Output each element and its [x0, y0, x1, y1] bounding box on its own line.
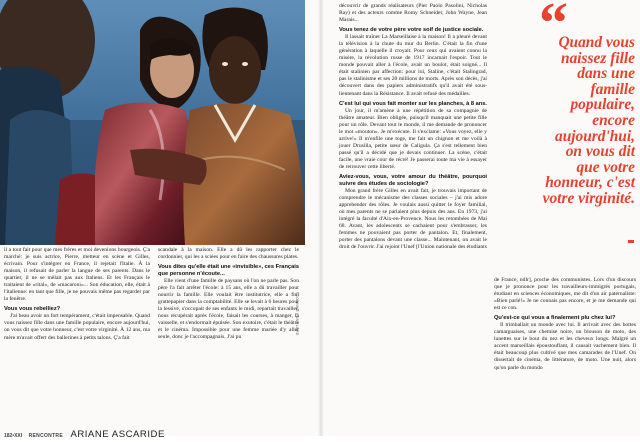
page-number-suffix: •XXI — [12, 433, 23, 439]
right-column-2 — [494, 277, 636, 372]
paragraph: de France, ndlr], proche des communistes. Lors d'un discours que je prononce pour les travailleurs-immigrés portugais, étudiant en sciences économiques, me dit d'un air paternaliste: «Bien parlé!» Je ne connais pas encore, et je me demande qui est ce con. — [494, 277, 636, 312]
quote-mark-icon: “ — [539, 0, 562, 55]
paragraph: scandale à la maison. Elle a dû les rapporter chez le cordonnier, qui les a sciées pour en faire des chaussures plates. — [158, 247, 299, 261]
left-column-2 — [158, 247, 299, 342]
paragraph: Il trimballait un monde avec lui. Il arrivait avec des bottes camarguaises, une chemise noire, un blouson de moto, des lunettes sur le bout du nez et les cheveux longs. Malgré un accent marseillais époustouflant, il causait vachement bien. Il était beaucoup plus cultivé que mes camarades de l'Unef. On dissertait de cinéma, de littérature, de moto. Une nuit, alors qu'on parle du mondo — [494, 322, 636, 371]
question-heading: Vous dites qu'elle était une «invisible», ces Français que personne n'écoute... — [158, 264, 299, 278]
page-footer — [4, 424, 165, 442]
paragraph: Un jour, il m'amène à une répétition de sa compagnie de théâtre amateur. Bien obligée, puisqu'il manquait une petite fille pour un rôle. Devant tout le monde, il me demande de prononcer le mot «mouton». Je m'exécute. Il s'exclame: «Vous voyez, elle y arrive!» Il m'enfile une toge, me fait un chignon et me voilà à jouer Drusilla, petite sœur de Caligula. Ça s'est tellement bien passé qu'il a décidé que je devais continuer. La scène, c'était facile, une vraie cour de récré! Je passerai toute ma vie à essayer de retrouver cette liberté. — [339, 107, 487, 170]
section-label: RENCONTRE — [28, 433, 63, 439]
page-gutter — [318, 0, 324, 436]
portrait-photo — [0, 0, 305, 245]
photo-credit: ©JOANNE LANGLERE — [295, 292, 299, 336]
paragraph: Mon grand frère Gilles en avait fait, je trouvais important de comprendre le mécanisme des classes sociales – j'ai mis adore apprehender des rôles. Je voulais aussi quitter le foyer familial, où mes parents ne se parlaient plus depuis des ans. En 1973, j'ai intégré la faculté d'Aix-en-Provence. Nous les retombées de Mai 68. Avant, les adolescents se cachaient pour s'embrasser, les femmes ne pouvaient pas porter de pantalon. Et, finalement, porter des pantalons devant une classe... Maintenant, on avait le droit de l'ouvrir. J'ai rejoint l'Unef [l'Union nationale des étudiants — [339, 187, 487, 251]
question-heading: Vous tenez de votre père votre soif de justice sociale. — [339, 27, 484, 34]
right-column-1 — [339, 3, 487, 251]
paragraph: J'ai beau avoir un fort tempérament, c'était impensable. Quand vous naissez fille dans une famille populaire, encore aujourd'hui, on vous dit que votre honneur, c'est votre virginité. À 12 ans, ma mère m'avait offert des ballerines à petits talons. Ç'a fait — [4, 313, 150, 341]
question-heading: Aviez-vous, vous, votre amour du théâtre, pourquoi suivre des études de sociologie? — [339, 173, 487, 187]
left-column-1 — [4, 247, 150, 342]
quote-end-mark — [628, 240, 634, 243]
paragraph: Il lassait traîner La Marseillaise à la maison! Il a pleuré devant la télévision à la chute du mur du Berlin. C'était la fin d'une génération à laquelle il croyait. Pour ceux qui avaient connu la misère, la révolution russe de 1917 incarnait l'espoir. Tout le monde pouvait aller à l'école, avait un boulot, était soigné... Il était stalinien par affection: pour lui, Staline, c'était Stalingrad, pas le stalinisme et ses 20 millions de morts. Après son décès, j'ai découvert dans des papiers administratifs qu'il avait été sous-lieutenant dans la Résistance. Il avait refusé des médailles. — [339, 34, 487, 97]
paragraph: découvrir de grands réalisateurs (Pier Paolo Pasolini, Nicholas Ray) et des acteurs comme Romy Schneider, John Wayne, Jean Marais... — [339, 3, 487, 24]
pull-quote — [539, 0, 637, 207]
paragraph: il a tout fait pour que mes frères et moi devenions bourgeois. Ç'a marché: je suis actrice, Pierre, metteur en scène et Gilles, écrivain. Pour s'intégrer en France, il rejetait l'Italie. À la maison, il refusait de parler la langue de ses parents. Dans le quartier, il ne se mêlait pas aux Italiens. Et les Français le traitaient de «rital», de «macaroni»... Son éducation, elle, était à l'italienne: en tant que fille, je ne pouvais même pas regarder par la fenêtre. — [4, 247, 150, 303]
interviewee-name: ARIANE ASCARIDE — [70, 429, 165, 440]
paragraph: Elle vient d'une famille de paysans où l'on ne parle pas. Son père l'a fait arrêter l'école: à 15 ans, elle a dû travailler pour nourrir la famille. Elle voulait être institutrice, elle a fini grattepapier dans la comptabilité. Elle se levait à 6 heures pour la lessive, s'occupait de ses enfants le midi, repartait travailler, nous récupérait après l'école, faisait les courses, à manger, la vaisselle, et s'endormait épuisée. Son exutoire, c'était le théâtre et le cinéma. Impossible pour une femme mariée d'y aller seule, donc je l'accompagnais. J'ai pu — [158, 278, 299, 341]
question-heading: Qu'est-ce qui vous a finalement plu chez lui? — [494, 315, 616, 322]
pull-quote-text: Quand vous naissez fille dans une famille populaire, encore aujourd'hui, on vous dit que votre honneur, c'est votre virginité. — [542, 34, 635, 207]
photo-illustration — [0, 0, 305, 245]
page-number: 182 — [4, 433, 13, 439]
question-heading: Vous vous rebelliez? — [4, 306, 61, 313]
question-heading: C'est lui qui vous fait monter sur les planches, à 8 ans. — [339, 100, 488, 107]
